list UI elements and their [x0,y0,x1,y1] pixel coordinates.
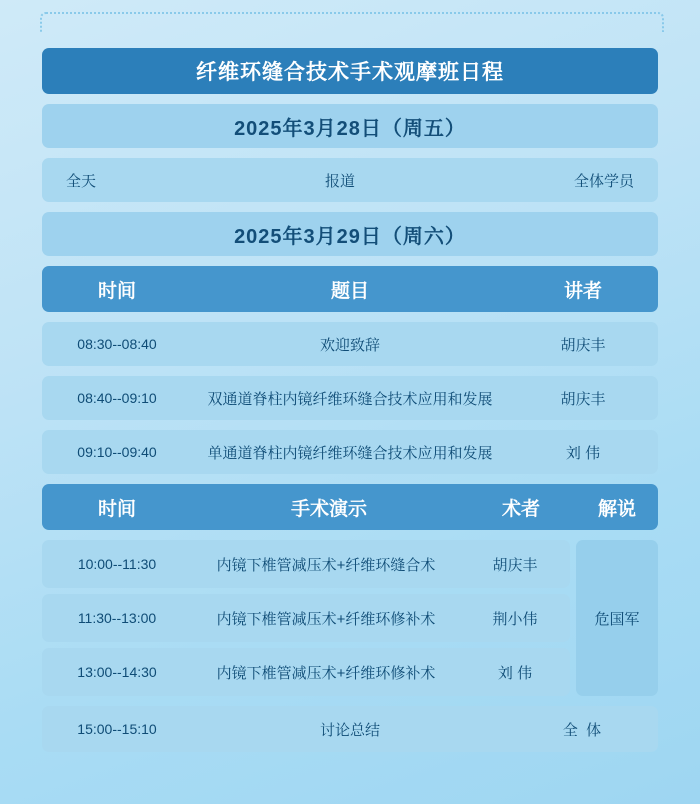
table-row [42,594,570,642]
lecture-speaker: 胡庆丰 [560,336,606,354]
day1-people: 全体学员 [573,172,634,190]
commentator-merged-cell: 危国军 [576,540,658,696]
surgery-demo: 内镜下椎管减压术+纤维环修补术 [216,610,436,628]
lecture-time: 09:10--09:40 [77,444,157,460]
lecture-speaker: 胡庆丰 [560,390,606,408]
surgery-rows [42,540,570,696]
surgery-surgeon: 胡庆丰 [492,556,538,574]
final-time: 15:00--15:10 [77,721,157,737]
lecture-topic: 双通道脊柱内镜纤维环缝合技术应用和发展 [207,390,493,408]
surgery-time: 10:00--11:30 [77,556,157,572]
day1-item: 报道 [324,172,355,190]
table-row [42,430,658,474]
lecture-time: 08:30--08:40 [77,336,157,352]
page-title: 纤维环缝合技术手术观摩班日程 [42,48,658,94]
table-row [42,322,658,366]
decorative-dotted-frame [40,12,664,32]
final-item: 讨论总结 [319,721,380,739]
surgery-header-commentator: 解说 [597,498,636,520]
lecture-table-header [42,266,658,312]
day1-row [42,158,658,202]
final-row [42,706,658,752]
schedule-sheet [42,48,658,762]
surgery-surgeon: 刘 伟 [497,664,533,682]
surgery-header-surgeon: 术者 [501,498,540,520]
lecture-topic: 单通道脊柱内镜纤维环缝合技术应用和发展 [207,444,493,462]
lecture-header-time: 时间 [97,280,136,302]
surgery-table-header [42,484,658,530]
surgery-time: 13:00--14:30 [77,664,157,680]
surgery-header-demo: 手术演示 [290,498,367,520]
day1-time: 全天 [66,172,97,190]
lecture-speaker: 刘 伟 [565,444,601,462]
day2-date-banner: 2025年3月29日（周六） [42,212,658,256]
lecture-header-speaker: 讲者 [563,280,602,302]
table-row [42,648,570,696]
surgery-header-time: 时间 [97,498,136,520]
surgery-demo: 内镜下椎管减压术+纤维环缝合术 [216,556,436,574]
final-people: 全 体 [562,721,604,739]
surgery-demo: 内镜下椎管减压术+纤维环修补术 [216,664,436,682]
surgery-block [42,540,658,696]
table-row [42,540,570,588]
table-row [42,376,658,420]
lecture-time: 08:40--09:10 [77,390,157,406]
surgery-time: 11:30--13:00 [77,610,157,626]
surgery-surgeon: 荆小伟 [492,610,538,628]
lecture-header-topic: 题目 [330,280,369,302]
day1-date-banner: 2025年3月28日（周五） [42,104,658,148]
lecture-topic: 欢迎致辞 [319,336,380,354]
